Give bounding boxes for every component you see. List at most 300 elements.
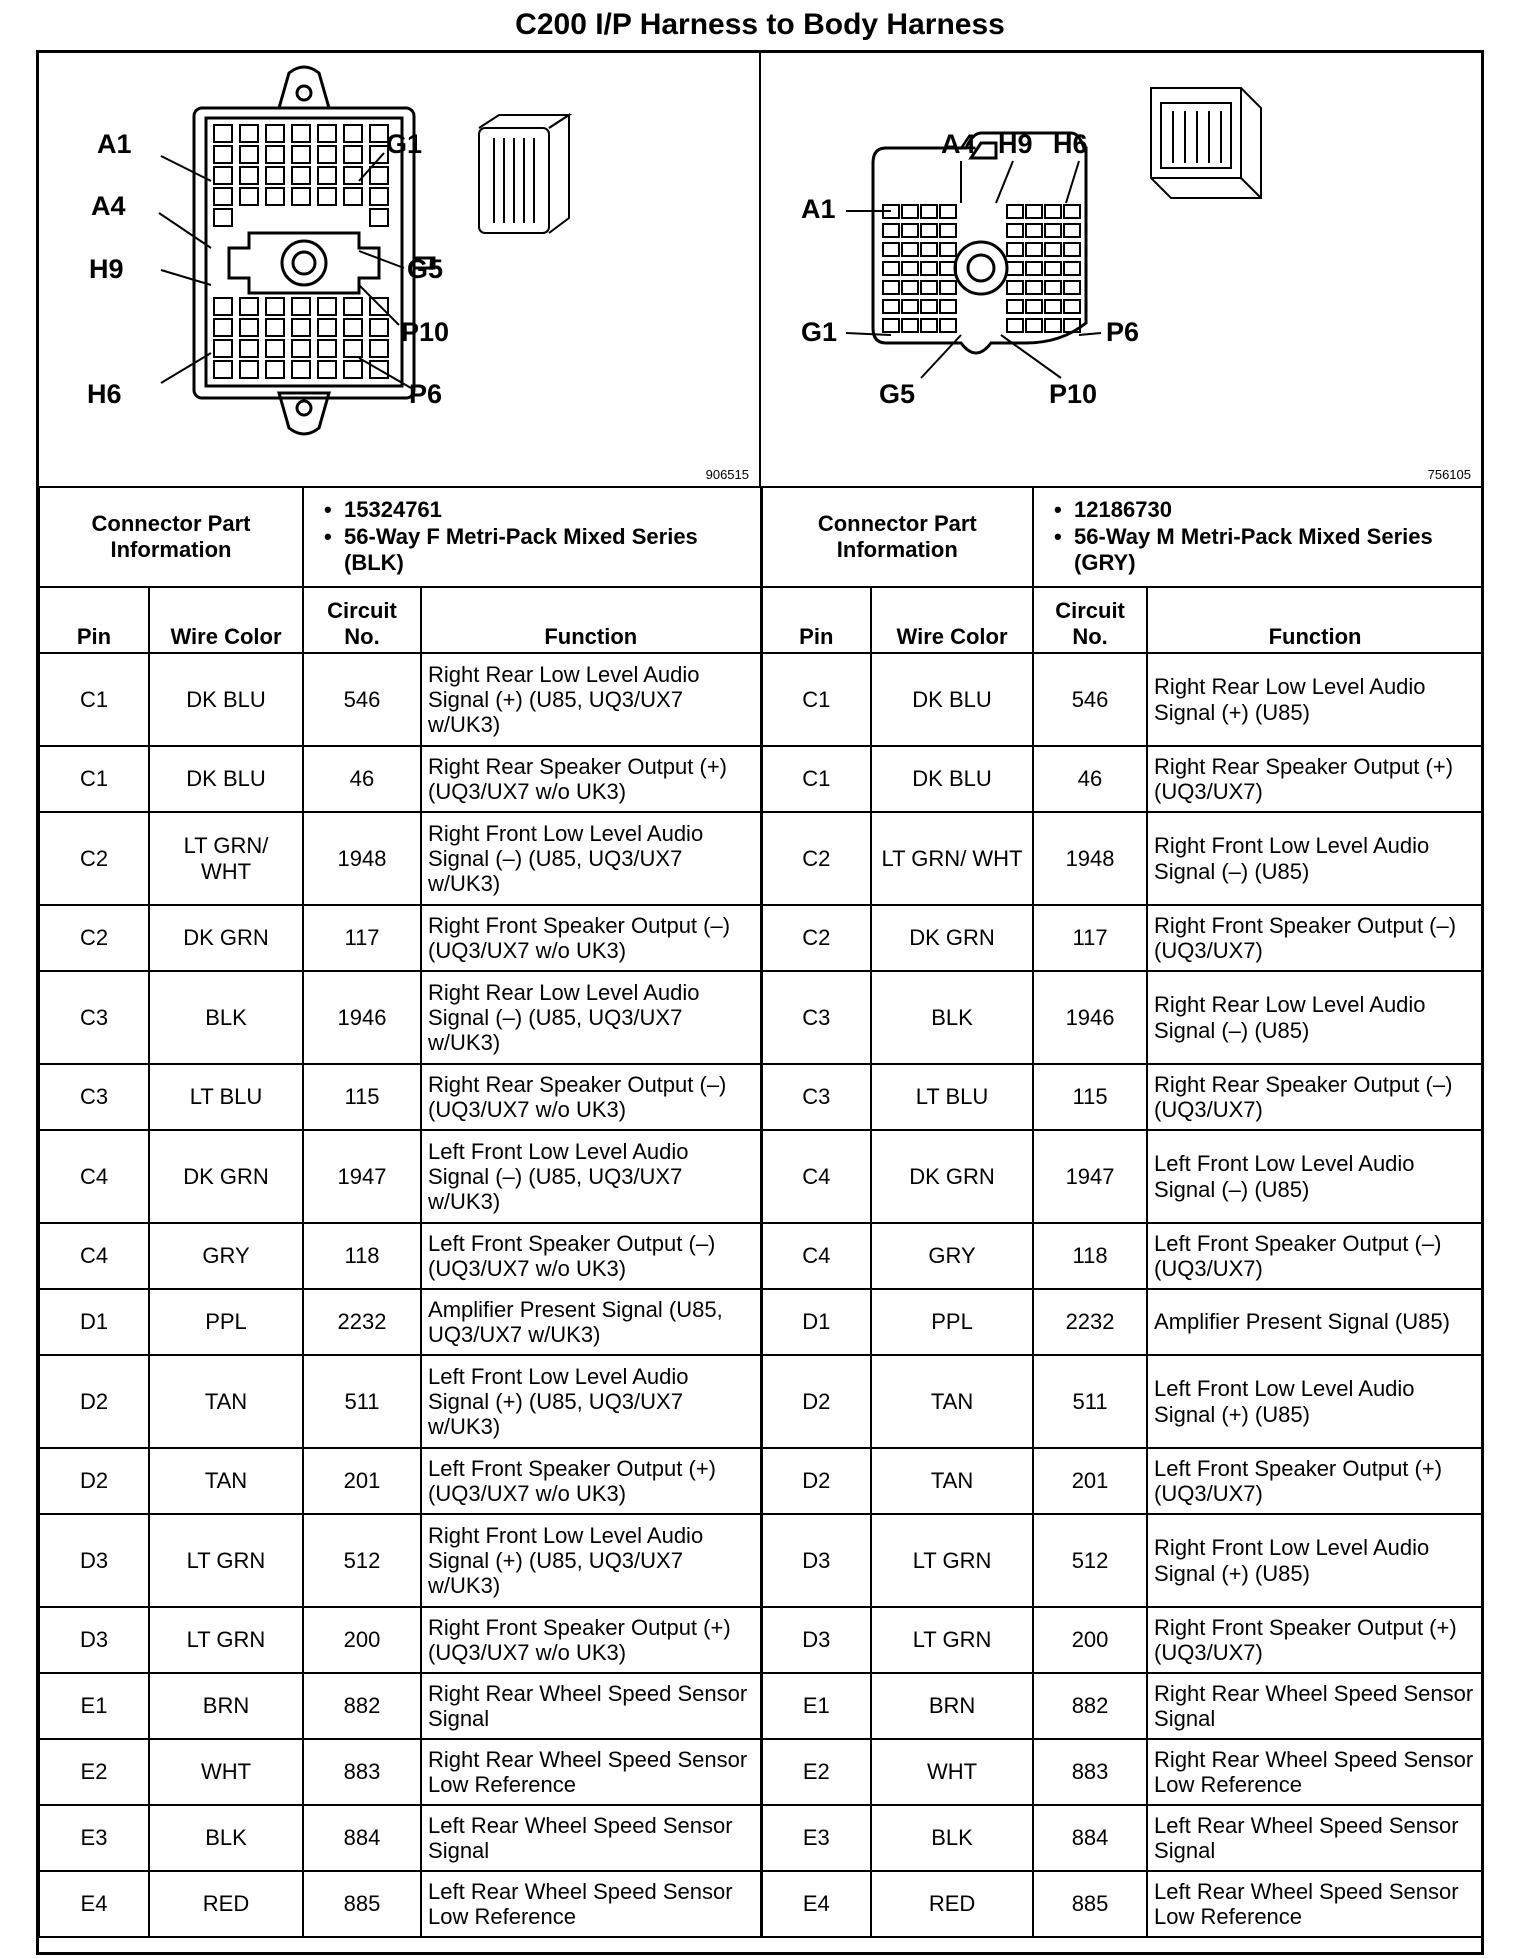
terminal-cavity [1026, 281, 1042, 294]
circuit-cell: 884 [1033, 1805, 1147, 1871]
terminal-cavity [240, 146, 258, 163]
terminal-cavity [318, 125, 336, 142]
circuit-cell: 200 [303, 1607, 421, 1673]
connector-info-left [303, 487, 761, 587]
circuit-cell: 46 [1033, 746, 1147, 812]
terminal-cavity [344, 361, 362, 378]
circuit-cell: 200 [1033, 1607, 1147, 1673]
circuit-cell: 546 [303, 653, 421, 746]
terminal-cavity [266, 319, 284, 336]
pin-cell: D2 [761, 1355, 871, 1448]
function-cell: Left Front Speaker Output (+) (UQ3/UX7 w/o UK3) [421, 1448, 761, 1514]
label-g5: G5 [407, 254, 444, 284]
terminal-cavity [318, 146, 336, 163]
pin-cell: C3 [761, 971, 871, 1064]
pin-cell: D3 [761, 1607, 871, 1673]
terminal-cavity [1045, 319, 1061, 332]
connector-desc-right: • 56-Way M Metri-Pack Mixed Series (GRY) [1040, 524, 1476, 577]
pin-cell: D3 [39, 1607, 149, 1673]
terminal-cavity [214, 340, 232, 357]
pin-cell: C4 [761, 1223, 871, 1289]
wire-color-cell: DK BLU [871, 746, 1033, 812]
circuit-cell: 118 [303, 1223, 421, 1289]
header-circuit: Circuit No. [303, 587, 421, 653]
table-row [39, 1355, 1483, 1448]
terminal-cavity [902, 262, 918, 275]
wire-color-cell: LT GRN [149, 1514, 303, 1607]
function-cell: Amplifier Present Signal (U85, UQ3/UX7 w/UK3) [421, 1289, 761, 1355]
terminal-cavity [266, 125, 284, 142]
wire-color-cell: GRY [149, 1223, 303, 1289]
wire-color-cell: GRY [871, 1223, 1033, 1289]
terminal-cavity [1026, 300, 1042, 313]
connector-info-right [1033, 487, 1483, 587]
terminal-cavity [266, 146, 284, 163]
terminal-cavity [266, 340, 284, 357]
terminal-cavity [214, 319, 232, 336]
header-pin: Pin [39, 587, 149, 653]
circuit-cell: 1946 [303, 971, 421, 1064]
pin-cell: E4 [39, 1871, 149, 1937]
wire-color-cell: DK BLU [149, 746, 303, 812]
function-cell: Left Front Speaker Output (+) (UQ3/UX7) [1147, 1448, 1483, 1514]
right-connector-diagram [761, 53, 1481, 486]
terminal-cavity [344, 167, 362, 184]
wire-color-cell: DK GRN [149, 1130, 303, 1223]
table-row [39, 1673, 1483, 1739]
pin-cell: C2 [761, 905, 871, 971]
pin-cell: C4 [39, 1130, 149, 1223]
terminal-cavity [318, 298, 336, 315]
function-cell: Left Rear Wheel Speed Sensor Low Reference [1147, 1871, 1483, 1937]
pin-cell: C1 [761, 746, 871, 812]
header-function: Function [1147, 587, 1483, 653]
terminal-cavity [883, 262, 899, 275]
terminal-cavity [292, 167, 310, 184]
wire-color-cell: LT BLU [149, 1064, 303, 1130]
wire-color-cell: RED [871, 1871, 1033, 1937]
terminal-cavity [318, 319, 336, 336]
table-row [39, 812, 1483, 905]
pin-cell: C3 [39, 1064, 149, 1130]
circuit-cell: 115 [1033, 1064, 1147, 1130]
terminal-cavity [921, 205, 937, 218]
circuit-cell: 201 [1033, 1448, 1147, 1514]
terminal-cavity [344, 340, 362, 357]
terminal-cavity [240, 298, 258, 315]
wire-color-cell: DK GRN [149, 905, 303, 971]
connector-info-label-left: Connector Part Information [39, 487, 303, 587]
terminal-cavity [344, 188, 362, 205]
terminal-cavity [292, 319, 310, 336]
circuit-cell: 201 [303, 1448, 421, 1514]
connector-info-label-right: Connector Part Information [761, 487, 1033, 587]
function-cell: Amplifier Present Signal (U85) [1147, 1289, 1483, 1355]
wire-color-cell: WHT [149, 1739, 303, 1805]
label-a1: A1 [97, 129, 132, 159]
terminal-cavity [240, 361, 258, 378]
circuit-cell: 1946 [1033, 971, 1147, 1064]
circuit-cell: 883 [1033, 1739, 1147, 1805]
terminal-cavity [1064, 262, 1080, 275]
function-cell: Right Rear Wheel Speed Sensor Signal [421, 1673, 761, 1739]
pin-cell: D1 [39, 1289, 149, 1355]
wire-color-cell: LT GRN [149, 1607, 303, 1673]
table-row [39, 905, 1483, 971]
terminal-cavity [214, 125, 232, 142]
label-p10: P10 [401, 317, 450, 347]
function-cell: Left Front Low Level Audio Signal (+) (U85) [1147, 1355, 1483, 1448]
function-cell: Right Front Speaker Output (+) (UQ3/UX7 w/o UK3) [421, 1607, 761, 1673]
circuit-cell: 511 [1033, 1355, 1147, 1448]
terminal-cavity [1007, 300, 1023, 313]
function-cell: Right Rear Wheel Speed Sensor Low Reference [1147, 1739, 1483, 1805]
terminal-cavity [940, 281, 956, 294]
terminal-cavity [292, 125, 310, 142]
terminal-cavity [292, 340, 310, 357]
function-cell: Right Rear Low Level Audio Signal (–) (U85, UQ3/UX7 w/UK3) [421, 971, 761, 1064]
circuit-cell: 1947 [1033, 1130, 1147, 1223]
terminal-cavity [940, 205, 956, 218]
terminal-cavity [883, 224, 899, 237]
function-cell: Right Front Speaker Output (–) (UQ3/UX7 w/o UK3) [421, 905, 761, 971]
terminal-cavity [214, 361, 232, 378]
circuit-cell: 1948 [303, 812, 421, 905]
circuit-cell: 512 [1033, 1514, 1147, 1607]
function-cell: Right Rear Wheel Speed Sensor Signal [1147, 1673, 1483, 1739]
wire-color-cell: LT GRN [871, 1607, 1033, 1673]
terminal-cavity [1045, 281, 1061, 294]
terminal-cavity [214, 146, 232, 163]
table-row [39, 1448, 1483, 1514]
terminal-cavity [1007, 243, 1023, 256]
table-row [39, 1739, 1483, 1805]
terminal-cavity [1045, 224, 1061, 237]
terminal-cavity [240, 340, 258, 357]
pin-cell: D1 [761, 1289, 871, 1355]
wire-color-cell: TAN [149, 1448, 303, 1514]
wire-color-cell: TAN [871, 1448, 1033, 1514]
terminal-cavity [1064, 205, 1080, 218]
terminal-cavity [1007, 205, 1023, 218]
label-p6: P6 [1106, 317, 1140, 347]
terminal-cavity [344, 146, 362, 163]
terminal-cavity [940, 300, 956, 313]
terminal-cavity [214, 188, 232, 205]
header-pin: Pin [761, 587, 871, 653]
label-a1: A1 [801, 194, 836, 224]
table-row [39, 1514, 1483, 1607]
terminal-cavity [1007, 224, 1023, 237]
terminal-cavity [921, 224, 937, 237]
circuit-cell: 884 [303, 1805, 421, 1871]
terminal-cavity [1026, 224, 1042, 237]
pin-cell: C4 [39, 1223, 149, 1289]
female-connector-drawing [39, 53, 759, 486]
header-row [39, 587, 1483, 653]
table-row [39, 653, 1483, 746]
wire-color-cell: BRN [149, 1673, 303, 1739]
pin-cell: D2 [39, 1448, 149, 1514]
terminal-cavity [902, 300, 918, 313]
wire-color-cell: LT GRN/ WHT [871, 812, 1033, 905]
circuit-cell: 1947 [303, 1130, 421, 1223]
terminal-cavity [1064, 281, 1080, 294]
table-row [39, 1223, 1483, 1289]
function-cell: Left Rear Wheel Speed Sensor Low Reference [421, 1871, 761, 1937]
male-connector-drawing [761, 53, 1481, 486]
function-cell: Right Rear Speaker Output (–) (UQ3/UX7 w/o UK3) [421, 1064, 761, 1130]
terminal-cavity [370, 188, 388, 205]
wire-color-cell: LT GRN/ WHT [149, 812, 303, 905]
wire-color-cell: LT GRN [871, 1514, 1033, 1607]
wire-color-cell: BLK [871, 971, 1033, 1064]
function-cell: Left Front Speaker Output (–) (UQ3/UX7) [1147, 1223, 1483, 1289]
terminal-cavity [266, 361, 284, 378]
table-row [39, 1871, 1483, 1937]
terminal-cavity [240, 319, 258, 336]
pin-cell: C1 [39, 653, 149, 746]
terminal-cavity [370, 340, 388, 357]
wire-color-cell: TAN [149, 1355, 303, 1448]
terminal-cavity [344, 298, 362, 315]
wire-color-cell: DK BLU [871, 653, 1033, 746]
wire-color-cell: WHT [871, 1739, 1033, 1805]
wire-color-cell: PPL [149, 1289, 303, 1355]
pin-cell: D2 [761, 1448, 871, 1514]
circuit-cell: 882 [303, 1673, 421, 1739]
circuit-cell: 885 [1033, 1871, 1147, 1937]
circuit-cell: 117 [303, 905, 421, 971]
wire-color-cell: PPL [871, 1289, 1033, 1355]
circuit-cell: 118 [1033, 1223, 1147, 1289]
wire-color-cell: TAN [871, 1355, 1033, 1448]
terminal-cavity [1007, 319, 1023, 332]
terminal-cavity [1064, 224, 1080, 237]
pin-cell: C2 [39, 812, 149, 905]
pin-cell: C2 [761, 812, 871, 905]
terminal-cavity [1064, 300, 1080, 313]
header-circuit: Circuit No. [1033, 587, 1147, 653]
diagram-code: 906515 [705, 467, 749, 482]
label-h9: H9 [89, 254, 124, 284]
table-row [39, 1064, 1483, 1130]
function-cell: Right Rear Low Level Audio Signal (+) (U85, UQ3/UX7 w/UK3) [421, 653, 761, 746]
pin-cell: C1 [39, 746, 149, 812]
terminal-cavity [240, 125, 258, 142]
function-cell: Left Front Speaker Output (–) (UQ3/UX7 w/o UK3) [421, 1223, 761, 1289]
pin-cell: D3 [761, 1514, 871, 1607]
wire-color-cell: BRN [871, 1673, 1033, 1739]
function-cell: Right Front Low Level Audio Signal (+) (U85) [1147, 1514, 1483, 1607]
pin-cell: E1 [39, 1673, 149, 1739]
pin-cell: C4 [761, 1130, 871, 1223]
terminal-cavity [292, 298, 310, 315]
function-cell: Left Front Low Level Audio Signal (–) (U85) [1147, 1130, 1483, 1223]
connector-info-row [39, 487, 1483, 587]
wire-color-cell: DK BLU [149, 653, 303, 746]
terminal-cavity [318, 167, 336, 184]
pin-cell: E2 [39, 1739, 149, 1805]
function-cell: Left Front Low Level Audio Signal (+) (U85, UQ3/UX7 w/UK3) [421, 1355, 761, 1448]
label-g1: G1 [801, 317, 838, 347]
header-wire-color: Wire Color [871, 587, 1033, 653]
pin-cell: D2 [39, 1355, 149, 1448]
terminal-cavity [1064, 243, 1080, 256]
circuit-cell: 2232 [303, 1289, 421, 1355]
terminal-cavity [902, 281, 918, 294]
label-p6: P6 [409, 379, 443, 409]
pin-cell: E2 [761, 1739, 871, 1805]
pinout-table [38, 486, 1484, 1938]
function-cell: Right Rear Speaker Output (+) (UQ3/UX7 w/o UK3) [421, 746, 761, 812]
function-cell: Right Rear Wheel Speed Sensor Low Reference [421, 1739, 761, 1805]
terminal-cavity [214, 209, 232, 226]
pin-cell: C1 [761, 653, 871, 746]
pin-cell: E1 [761, 1673, 871, 1739]
circuit-cell: 546 [1033, 653, 1147, 746]
terminal-cavity [1026, 319, 1042, 332]
wire-color-cell: DK GRN [871, 1130, 1033, 1223]
label-a4: A4 [91, 191, 126, 221]
function-cell: Right Rear Speaker Output (+) (UQ3/UX7) [1147, 746, 1483, 812]
function-cell: Right Rear Speaker Output (–) (UQ3/UX7) [1147, 1064, 1483, 1130]
terminal-cavity [292, 188, 310, 205]
terminal-cavity [292, 146, 310, 163]
terminal-cavity [1045, 243, 1061, 256]
wire-color-cell: BLK [149, 1805, 303, 1871]
terminal-cavity [292, 361, 310, 378]
label-g5: G5 [879, 379, 916, 409]
terminal-cavity [214, 298, 232, 315]
terminal-cavity [883, 243, 899, 256]
terminal-cavity [883, 281, 899, 294]
terminal-cavity [902, 319, 918, 332]
wire-color-cell: BLK [871, 1805, 1033, 1871]
label-h6: H6 [1053, 129, 1088, 159]
terminal-cavity [1026, 205, 1042, 218]
circuit-cell: 883 [303, 1739, 421, 1805]
page-title: C200 I/P Harness to Body Harness [515, 8, 1005, 41]
pin-cell: E3 [39, 1805, 149, 1871]
terminal-cavity [240, 167, 258, 184]
function-cell: Right Rear Low Level Audio Signal (+) (U85) [1147, 653, 1483, 746]
terminal-cavity [921, 300, 937, 313]
terminal-cavity [883, 300, 899, 313]
label-g1: G1 [386, 129, 423, 159]
diagram-code: 756105 [1427, 467, 1471, 482]
terminal-cavity [1045, 262, 1061, 275]
wire-color-cell: RED [149, 1871, 303, 1937]
terminal-cavity [1026, 243, 1042, 256]
function-cell: Right Front Low Level Audio Signal (–) (U85, UQ3/UX7 w/UK3) [421, 812, 761, 905]
circuit-cell: 885 [303, 1871, 421, 1937]
pin-cell: E3 [761, 1805, 871, 1871]
terminal-cavity [266, 298, 284, 315]
table-row [39, 971, 1483, 1064]
terminal-cavity [921, 243, 937, 256]
terminal-cavity [344, 319, 362, 336]
pin-cell: C3 [761, 1064, 871, 1130]
terminal-cavity [214, 167, 232, 184]
connector-desc-left: • 56-Way F Metri-Pack Mixed Series (BLK) [310, 524, 754, 577]
circuit-cell: 117 [1033, 905, 1147, 971]
terminal-cavity [940, 319, 956, 332]
table-row [39, 746, 1483, 812]
left-connector-diagram [39, 53, 761, 486]
terminal-cavity [940, 224, 956, 237]
label-p10: P10 [1049, 379, 1098, 409]
terminal-cavity [1007, 281, 1023, 294]
function-cell: Right Front Speaker Output (+) (UQ3/UX7) [1147, 1607, 1483, 1673]
terminal-cavity [318, 188, 336, 205]
terminal-cavity [902, 224, 918, 237]
table-row [39, 1607, 1483, 1673]
part-number-left: • 15324761 [310, 497, 754, 523]
function-cell: Right Front Low Level Audio Signal (+) (U85, UQ3/UX7 w/UK3) [421, 1514, 761, 1607]
terminal-cavity [902, 205, 918, 218]
circuit-cell: 115 [303, 1064, 421, 1130]
terminal-cavity [240, 188, 258, 205]
function-cell: Right Rear Low Level Audio Signal (–) (U85) [1147, 971, 1483, 1064]
pin-cell: E4 [761, 1871, 871, 1937]
function-cell: Left Rear Wheel Speed Sensor Signal [421, 1805, 761, 1871]
terminal-cavity [921, 319, 937, 332]
terminal-cavity [921, 262, 937, 275]
function-cell: Left Front Low Level Audio Signal (–) (U85, UQ3/UX7 w/UK3) [421, 1130, 761, 1223]
table-row [39, 1289, 1483, 1355]
terminal-cavity [902, 243, 918, 256]
label-h9: H9 [998, 129, 1033, 159]
terminal-cavity [266, 188, 284, 205]
header-wire-color: Wire Color [149, 587, 303, 653]
header-function: Function [421, 587, 761, 653]
circuit-cell: 882 [1033, 1673, 1147, 1739]
terminal-cavity [1007, 262, 1023, 275]
circuit-cell: 512 [303, 1514, 421, 1607]
terminal-cavity [344, 125, 362, 142]
label-h6: H6 [87, 379, 122, 409]
label-a4: A4 [941, 129, 976, 159]
part-number-right: • 12186730 [1040, 497, 1476, 523]
circuit-cell: 46 [303, 746, 421, 812]
terminal-cavity [1026, 262, 1042, 275]
terminal-cavity [1045, 205, 1061, 218]
pin-cell: C2 [39, 905, 149, 971]
terminal-cavity [1045, 300, 1061, 313]
circuit-cell: 1948 [1033, 812, 1147, 905]
circuit-cell: 511 [303, 1355, 421, 1448]
pin-cell: D3 [39, 1514, 149, 1607]
pin-cell: C3 [39, 971, 149, 1064]
function-cell: Right Front Speaker Output (–) (UQ3/UX7) [1147, 905, 1483, 971]
terminal-cavity [370, 167, 388, 184]
terminal-cavity [370, 209, 388, 226]
table-row [39, 1805, 1483, 1871]
terminal-cavity [318, 340, 336, 357]
terminal-cavity [318, 361, 336, 378]
terminal-cavity [940, 243, 956, 256]
terminal-cavity [921, 281, 937, 294]
function-cell: Right Front Low Level Audio Signal (–) (U85) [1147, 812, 1483, 905]
wire-color-cell: DK GRN [871, 905, 1033, 971]
circuit-cell: 2232 [1033, 1289, 1147, 1355]
function-cell: Left Rear Wheel Speed Sensor Signal [1147, 1805, 1483, 1871]
wire-color-cell: LT BLU [871, 1064, 1033, 1130]
terminal-cavity [266, 167, 284, 184]
wire-color-cell: BLK [149, 971, 303, 1064]
terminal-cavity [883, 319, 899, 332]
